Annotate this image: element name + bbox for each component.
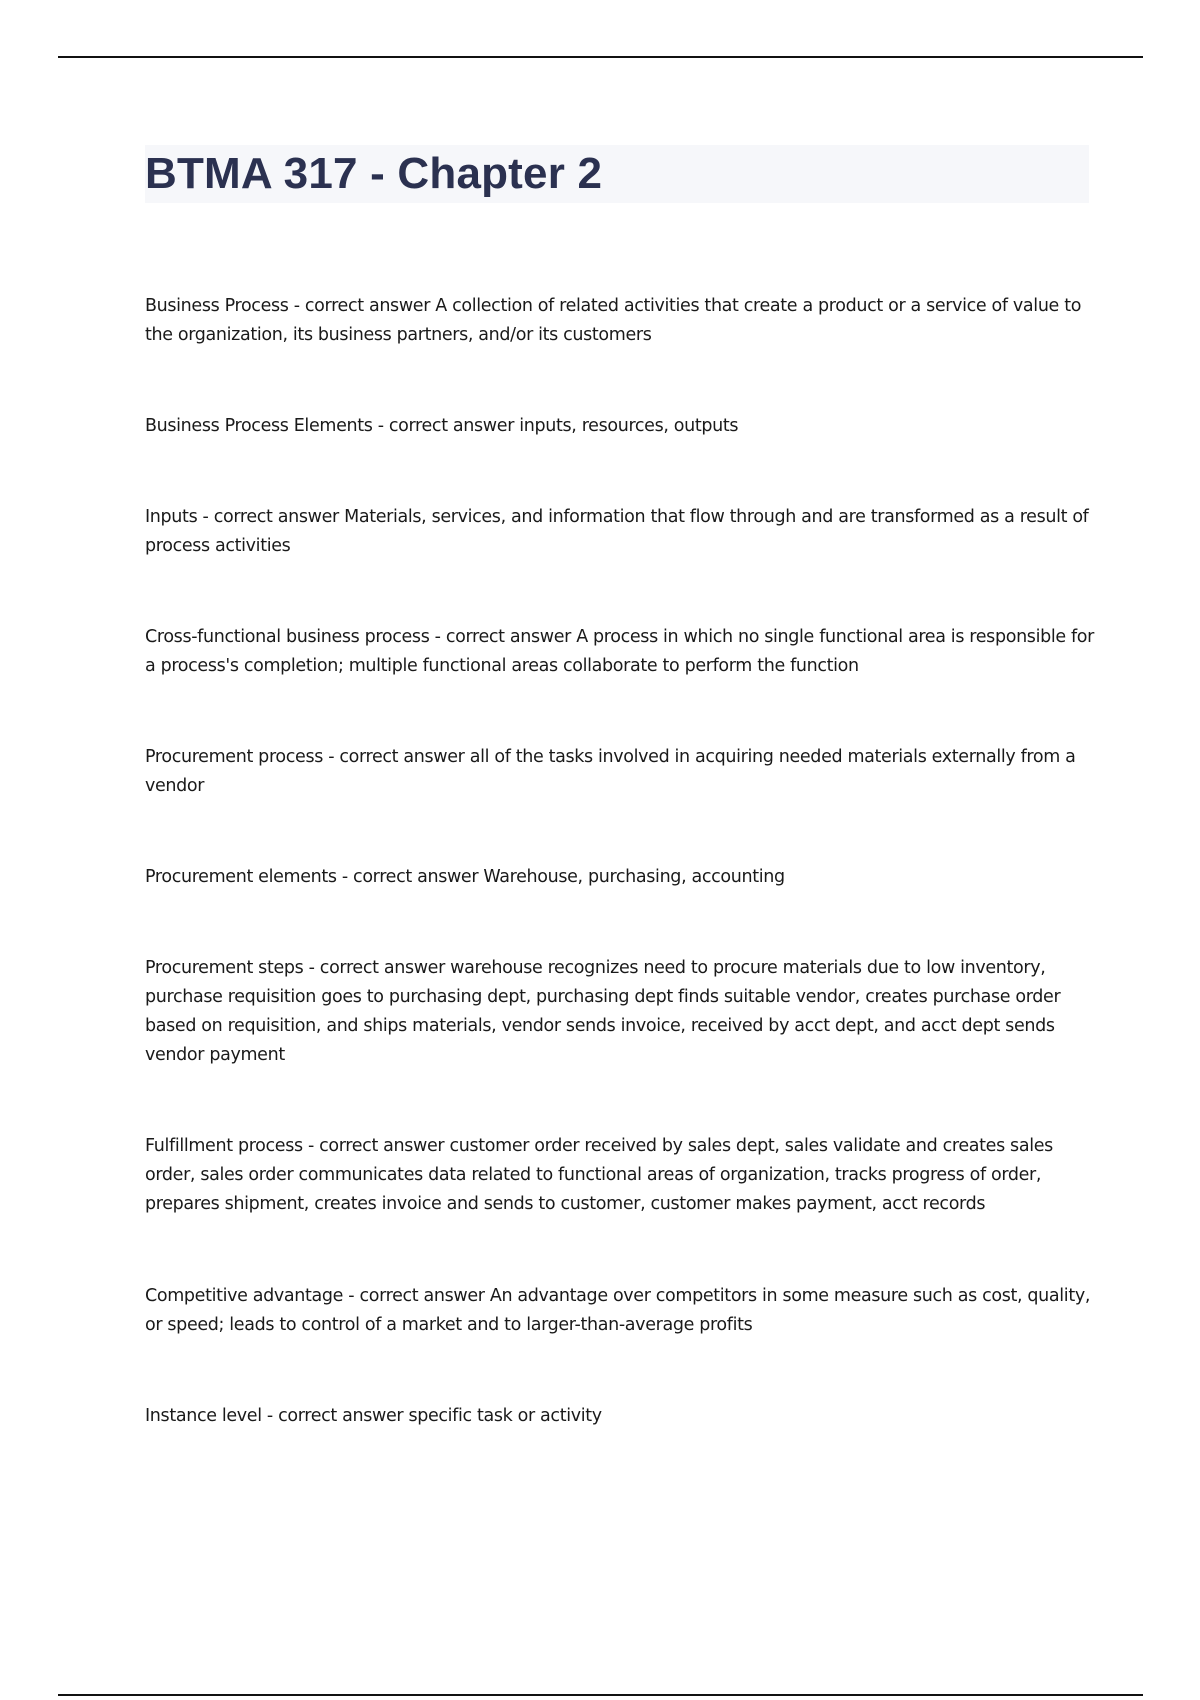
flashcard-entry: Cross-functional business process - correct answer A process in which no single functional area is responsible for a process's completion; multiple functional areas collaborate to perform the function	[145, 627, 1094, 676]
flashcard-entry: Instance level - correct answer specific task or activity	[145, 1406, 602, 1426]
flashcard-entry: Business Process Elements - correct answer inputs, resources, outputs	[145, 416, 739, 436]
top-rule	[58, 56, 1143, 58]
flashcard-entry: Fulfillment process - correct answer customer order received by sales dept, sales validate and creates sales order, sales order communicates data related to functional areas of organization, tracks progress of order, prepares shipment, creates invoice and sends to customer, customer makes payment, acct records	[145, 1136, 1053, 1214]
bottom-rule	[58, 1694, 1143, 1696]
flashcard-entry: Competitive advantage - correct answer An advantage over competitors in some measure such as cost, quality, or speed; leads to control of a market and to larger-than-average profits	[145, 1286, 1091, 1335]
flashcard-entry: Procurement process - correct answer all of the tasks involved in acquiring needed materials externally from a vendor	[145, 747, 1076, 796]
flashcard-entry: Procurement steps - correct answer warehouse recognizes need to procure materials due to low inventory, purchase requisition goes to purchasing dept, purchasing dept finds suitable vendor, creates purchase order based on requisition, and ships materials, vendor sends invoice, received by acct dept, and acct dept sends vendor payment	[145, 958, 1061, 1065]
flashcard-entry: Procurement elements - correct answer Warehouse, purchasing, accounting	[145, 867, 785, 887]
flashcard-entry: Business Process - correct answer A collection of related activities that create a product or a service of value to the organization, its business partners, and/or its customers	[145, 296, 1082, 345]
page-title: BTMA 317 - Chapter 2	[145, 149, 603, 198]
flashcard-entry: Inputs - correct answer Materials, services, and information that flow through and are transformed as a result of process activities	[145, 507, 1089, 556]
